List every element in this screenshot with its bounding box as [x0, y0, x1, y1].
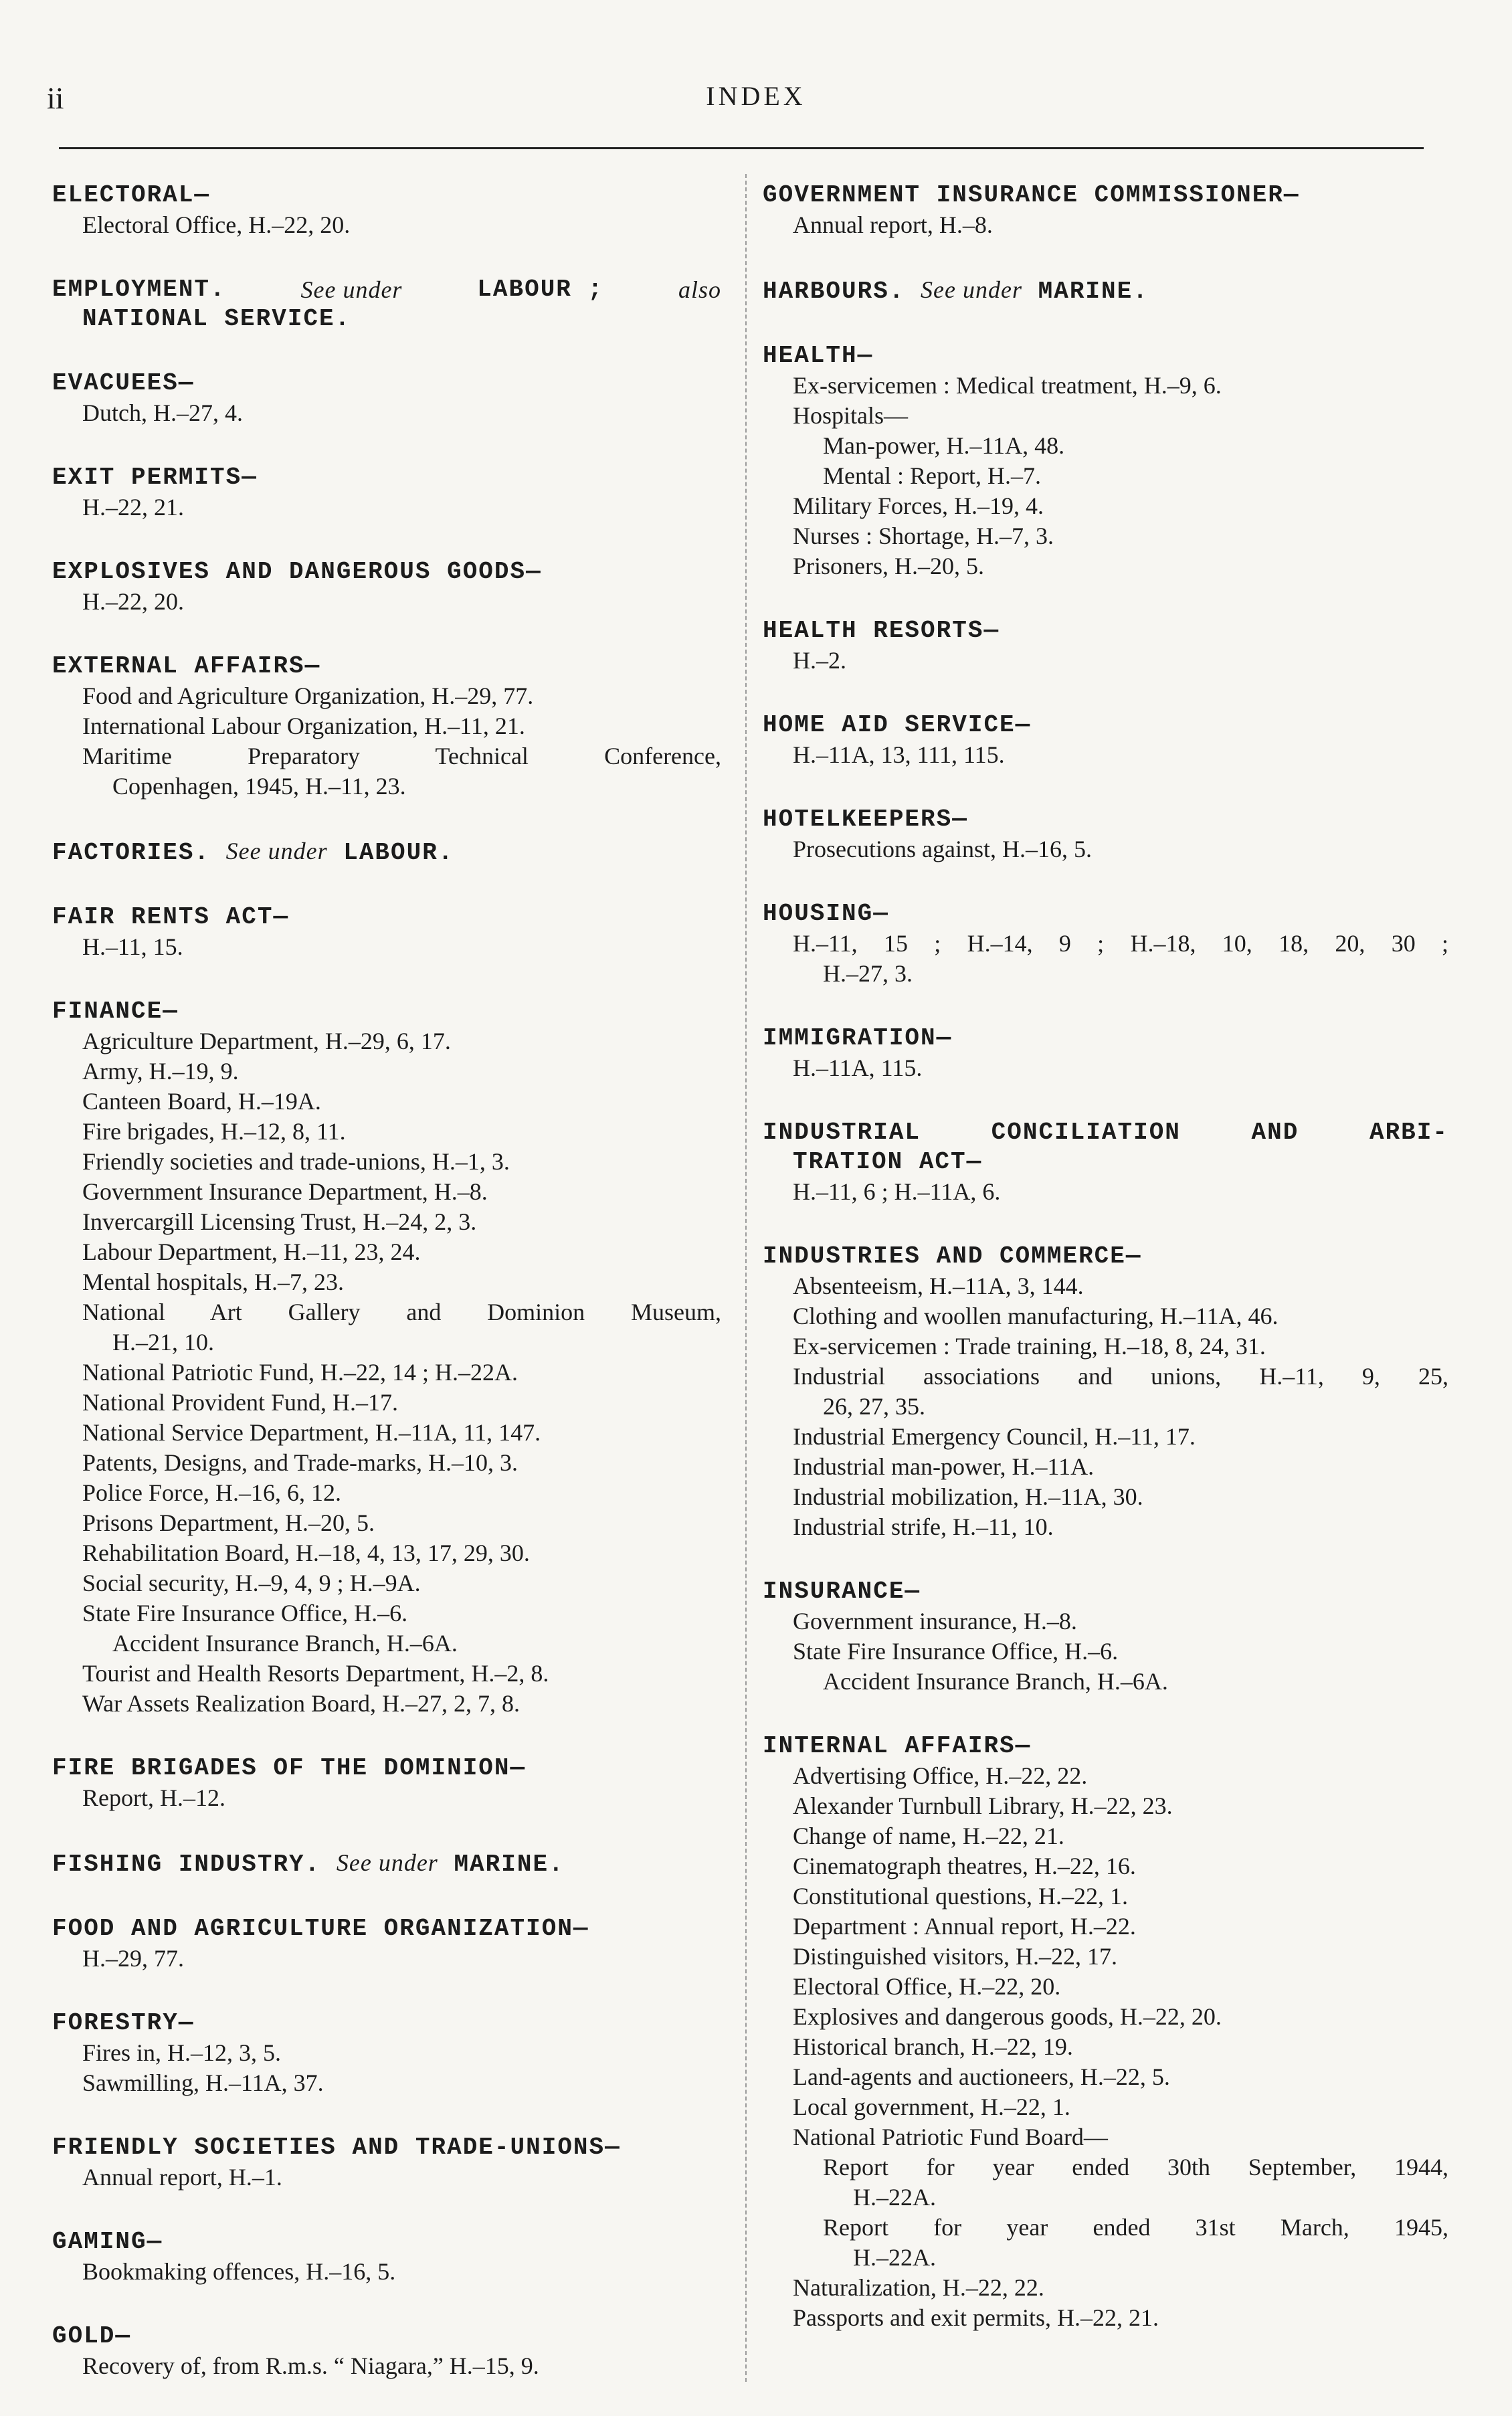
entry-heading: EXPLOSIVES AND DANGEROUS GOODS— [52, 558, 542, 585]
entry-heading: GAMING— [52, 2228, 163, 2255]
entry-line: Dutch, H.–27, 4. [82, 399, 243, 426]
index-entry-finance [52, 997, 721, 1719]
entry-line: H.–29, 77. [82, 1945, 184, 1972]
heading-part: FACTORIES. [52, 839, 211, 866]
entry-heading: HOME AID SERVICE— [763, 711, 1032, 739]
entry-line: Ex-servicemen : Trade training, H.–18, 8, 24, 31. [793, 1333, 1266, 1360]
heading-part: MARINE. [1038, 278, 1149, 305]
index-entry-housing [763, 899, 1448, 989]
entry-line: National Patriotic Fund Board— [793, 2124, 1108, 2150]
entry-heading: HOUSING— [763, 900, 889, 927]
entry-line: Army, H.–19, 9. [82, 1058, 239, 1085]
entry-line: Government Insurance Department, H.–8. [82, 1178, 488, 1205]
entry-line: Industrial Emergency Council, H.–11, 17. [793, 1423, 1196, 1450]
entry-heading: INDUSTRIAL CONCILIATION AND ARBI- [763, 1119, 1448, 1146]
entry-line: H.–22A. [853, 2184, 936, 2211]
index-entry-industrial-conciliation [763, 1118, 1448, 1207]
entry-line: Government insurance, H.–8. [793, 1608, 1077, 1635]
entry-line: Copenhagen, 1945, H.–11, 23. [112, 773, 406, 800]
index-entry-employment [52, 275, 721, 334]
entry-line: 26, 27, 35. [823, 1393, 925, 1420]
index-entry-forestry [52, 2009, 721, 2098]
index-entry-industries [763, 1242, 1448, 1542]
entry-heading: IMMIGRATION— [763, 1024, 953, 1052]
index-entry-friendly-societies [52, 2133, 721, 2193]
entry-line: Clothing and woollen manufacturing, H.–11A, 46. [793, 1303, 1279, 1329]
header-rule [59, 147, 1424, 149]
index-entry-electoral [52, 181, 721, 240]
entry-line: Fire brigades, H.–12, 8, 11. [82, 1118, 346, 1145]
heading-part: LABOUR. [343, 839, 454, 866]
entry-line: Prisoners, H.–20, 5. [793, 553, 984, 579]
entry-line: State Fire Insurance Office, H.–6. [793, 1638, 1119, 1665]
entry-line: Accident Insurance Branch, H.–6A. [823, 1668, 1168, 1695]
entry-line: Land-agents and auctioneers, H.–22, 5. [793, 2063, 1170, 2090]
entry-heading: EXTERNAL AFFAIRS— [52, 652, 321, 680]
index-entry-explosives [52, 557, 721, 617]
entry-line: Absenteeism, H.–11A, 3, 144. [793, 1273, 1084, 1299]
heading-part: HARBOURS. [763, 278, 905, 305]
index-entry-home-aid [763, 711, 1448, 770]
entry-line: State Fire Insurance Office, H.–6. [82, 1600, 408, 1627]
index-entry-health-resorts [763, 616, 1448, 676]
entry-heading: HEALTH— [763, 342, 874, 369]
entry-line: Bookmaking offences, H.–16, 5. [82, 2258, 396, 2285]
entry-heading: FINANCE— [52, 998, 179, 1025]
index-entry-external-affairs [52, 652, 721, 802]
entry-line: National Service Department, H.–11A, 11, 147. [82, 1419, 541, 1446]
left-column [52, 181, 721, 2416]
entry-heading: GOLD— [52, 2322, 132, 2350]
cross-reference: See under [225, 838, 328, 864]
entry-line: Explosives and dangerous goods, H.–22, 20. [793, 2003, 1222, 2030]
entry-heading: FAIR RENTS ACT— [52, 903, 290, 931]
entry-line: Industrial mobilization, H.–11A, 30. [793, 1483, 1143, 1510]
entry-line: Ex-servicemen : Medical treatment, H.–9, 6. [793, 372, 1222, 399]
cross-reference: See under [300, 276, 403, 303]
heading-part: MARINE. [454, 1851, 565, 1878]
entry-heading: ELECTORAL— [52, 181, 211, 209]
entry-heading: HEALTH RESORTS— [763, 617, 1000, 644]
entry-line: H.–22A. [853, 2244, 936, 2271]
entry-line: Alexander Turnbull Library, H.–22, 23. [793, 1792, 1173, 1819]
index-entry-harbours [763, 275, 1448, 306]
index-entry-immigration [763, 1024, 1448, 1083]
entry-heading [52, 836, 721, 868]
entry-line: Accident Insurance Branch, H.–6A. [112, 1630, 458, 1657]
entry-line: H.–11A, 115. [793, 1054, 923, 1081]
entry-heading: FRIENDLY SOCIETIES AND TRADE-UNIONS— [52, 2134, 621, 2161]
index-entry-evacuees [52, 369, 721, 428]
entry-line: Change of name, H.–22, 21. [793, 1823, 1064, 1849]
index-entry-factories [52, 836, 721, 868]
index-entry-fair-rents [52, 903, 721, 962]
entry-line: Passports and exit permits, H.–22, 21. [793, 2304, 1159, 2331]
index-entry-insurance [763, 1577, 1448, 1697]
entry-line: Man-power, H.–11A, 48. [823, 432, 1065, 459]
entry-line: War Assets Realization Board, H.–27, 2, 7, 8. [82, 1690, 520, 1717]
entry-line: Police Force, H.–16, 6, 12. [82, 1479, 341, 1506]
entry-line: Military Forces, H.–19, 4. [793, 492, 1044, 519]
index-entry-exit-permits [52, 463, 721, 523]
entry-line: Naturalization, H.–22, 22. [793, 2274, 1044, 2301]
heading-part: LABOUR ; [477, 276, 604, 303]
entry-line: Historical branch, H.–22, 19. [793, 2033, 1073, 2060]
entry-line: Sawmilling, H.–11A, 37. [82, 2069, 324, 2096]
entry-line: Friendly societies and trade-unions, H.–1, 3. [82, 1148, 510, 1175]
entry-line: Patents, Designs, and Trade-marks, H.–10, 3. [82, 1449, 518, 1476]
index-entry-gold [52, 2322, 721, 2381]
entry-line: Social security, H.–9, 4, 9 ; H.–9A. [82, 1570, 421, 1596]
entry-heading: INDUSTRIES AND COMMERCE— [763, 1242, 1142, 1270]
cross-reference: See under [336, 1849, 438, 1876]
entry-line: Food and Agriculture Organization, H.–29, 77. [82, 682, 534, 709]
entry-heading [763, 275, 1448, 306]
entry-heading: HOTELKEEPERS— [763, 806, 968, 833]
entry-line: Fires in, H.–12, 3, 5. [82, 2039, 281, 2066]
entry-line: Electoral Office, H.–22, 20. [793, 1973, 1061, 2000]
entry-heading: INTERNAL AFFAIRS— [763, 1732, 1032, 1760]
index-entry-government-insurance [763, 181, 1448, 240]
entry-heading [52, 1848, 721, 1879]
entry-line: H.–11A, 13, 111, 115. [793, 741, 1005, 768]
entry-line: Agriculture Department, H.–29, 6, 17. [82, 1028, 451, 1054]
entry-line: Mental hospitals, H.–7, 23. [82, 1269, 344, 1295]
entry-line: Annual report, H.–8. [793, 211, 993, 238]
right-column [763, 181, 1448, 2368]
entry-line: H.–2. [793, 647, 846, 674]
page-number: ii [47, 81, 64, 115]
entry-line: Advertising Office, H.–22, 22. [793, 1762, 1088, 1789]
cross-reference: also [678, 276, 721, 303]
entry-heading [52, 275, 721, 304]
entry-heading: FORESTRY— [52, 2009, 195, 2037]
index-entry-health [763, 341, 1448, 581]
entry-line: Canteen Board, H.–19A. [82, 1088, 321, 1115]
entry-line: Labour Department, H.–11, 23, 24. [82, 1238, 421, 1265]
entry-line: Rehabilitation Board, H.–18, 4, 13, 17, 29, 30. [82, 1540, 530, 1566]
entry-line: Industrial strife, H.–11, 10. [793, 1513, 1054, 1540]
entry-line: National Patriotic Fund, H.–22, 14 ; H.–22A. [82, 1359, 518, 1386]
entry-line: National Art Gallery and Dominion Museum, [82, 1299, 721, 1325]
index-entry-fire-brigades [52, 1754, 721, 1813]
entry-line: Invercargill Licensing Trust, H.–24, 2, 3. [82, 1208, 477, 1235]
entry-line: H.–22, 21. [82, 494, 184, 521]
entry-line: Nurses : Shortage, H.–7, 3. [793, 523, 1054, 549]
entry-line: Industrial man-power, H.–11A. [793, 1453, 1095, 1480]
entry-line: Maritime Preparatory Technical Conference, [82, 743, 721, 769]
entry-heading: TRATION ACT— [793, 1148, 983, 1176]
entry-line: H.–22, 20. [82, 588, 184, 615]
entry-line: Mental : Report, H.–7. [823, 462, 1041, 489]
entry-line: Electoral Office, H.–22, 20. [82, 211, 351, 238]
entry-line: Prosecutions against, H.–16, 5. [793, 836, 1092, 862]
entry-line: Cinematograph theatres, H.–22, 16. [793, 1853, 1136, 1879]
entry-heading: FIRE BRIGADES OF THE DOMINION— [52, 1754, 527, 1782]
entry-line: Report, H.–12. [82, 1784, 225, 1811]
cross-reference: See under [921, 276, 1022, 303]
entry-line: National Provident Fund, H.–17. [82, 1389, 398, 1416]
heading-part: FISHING INDUSTRY. [52, 1851, 321, 1878]
index-entry-hotelkeepers [763, 805, 1448, 864]
entry-line: International Labour Organization, H.–11, 21. [82, 713, 525, 739]
entry-heading: GOVERNMENT INSURANCE COMMISSIONER— [763, 181, 1300, 209]
index-entry-internal-affairs [763, 1732, 1448, 2333]
heading-part: NATIONAL SERVICE. [82, 305, 351, 333]
entry-line: Tourist and Health Resorts Department, H.–2, 8. [82, 1660, 549, 1687]
entry-line: H.–11, 15. [82, 933, 183, 960]
entry-line: H.–11, 6 ; H.–11A, 6. [793, 1178, 1001, 1205]
entry-line: H.–27, 3. [823, 960, 913, 987]
entry-line: Report for year ended 31st March, 1945, [823, 2214, 1448, 2241]
entry-line: Constitutional questions, H.–22, 1. [793, 1883, 1129, 1910]
entry-heading: EXIT PERMITS— [52, 464, 258, 491]
entry-line: Local government, H.–22, 1. [793, 2094, 1070, 2120]
entry-line: H.–21, 10. [112, 1329, 214, 1356]
entry-heading: INSURANCE— [763, 1578, 921, 1605]
column-divider [745, 174, 747, 2382]
entry-line: Recovery of, from R.m.s. “ Niagara,” H.–15, 9. [82, 2352, 539, 2379]
entry-line: Industrial associations and unions, H.–11, 9, 25, [793, 1363, 1448, 1390]
entry-line: Distinguished visitors, H.–22, 17. [793, 1943, 1118, 1970]
entry-line: Annual report, H.–1. [82, 2164, 282, 2191]
entry-heading: EVACUEES— [52, 369, 195, 397]
entry-line: Department : Annual report, H.–22. [793, 1913, 1136, 1940]
entry-line: Prisons Department, H.–20, 5. [82, 1509, 375, 1536]
index-entry-fishing [52, 1848, 721, 1879]
entry-line: H.–11, 15 ; H.–14, 9 ; H.–18, 10, 18, 20, 30 ; [793, 930, 1448, 957]
index-entry-gaming [52, 2227, 721, 2287]
heading-part: EMPLOYMENT. [52, 276, 226, 303]
index-entry-food-agriculture [52, 1914, 721, 1974]
entry-line: Hospitals— [793, 402, 909, 429]
page-title: INDEX [706, 81, 806, 111]
entry-line: Report for year ended 30th September, 1944, [823, 2154, 1448, 2180]
entry-heading: FOOD AND AGRICULTURE ORGANIZATION— [52, 1915, 589, 1942]
